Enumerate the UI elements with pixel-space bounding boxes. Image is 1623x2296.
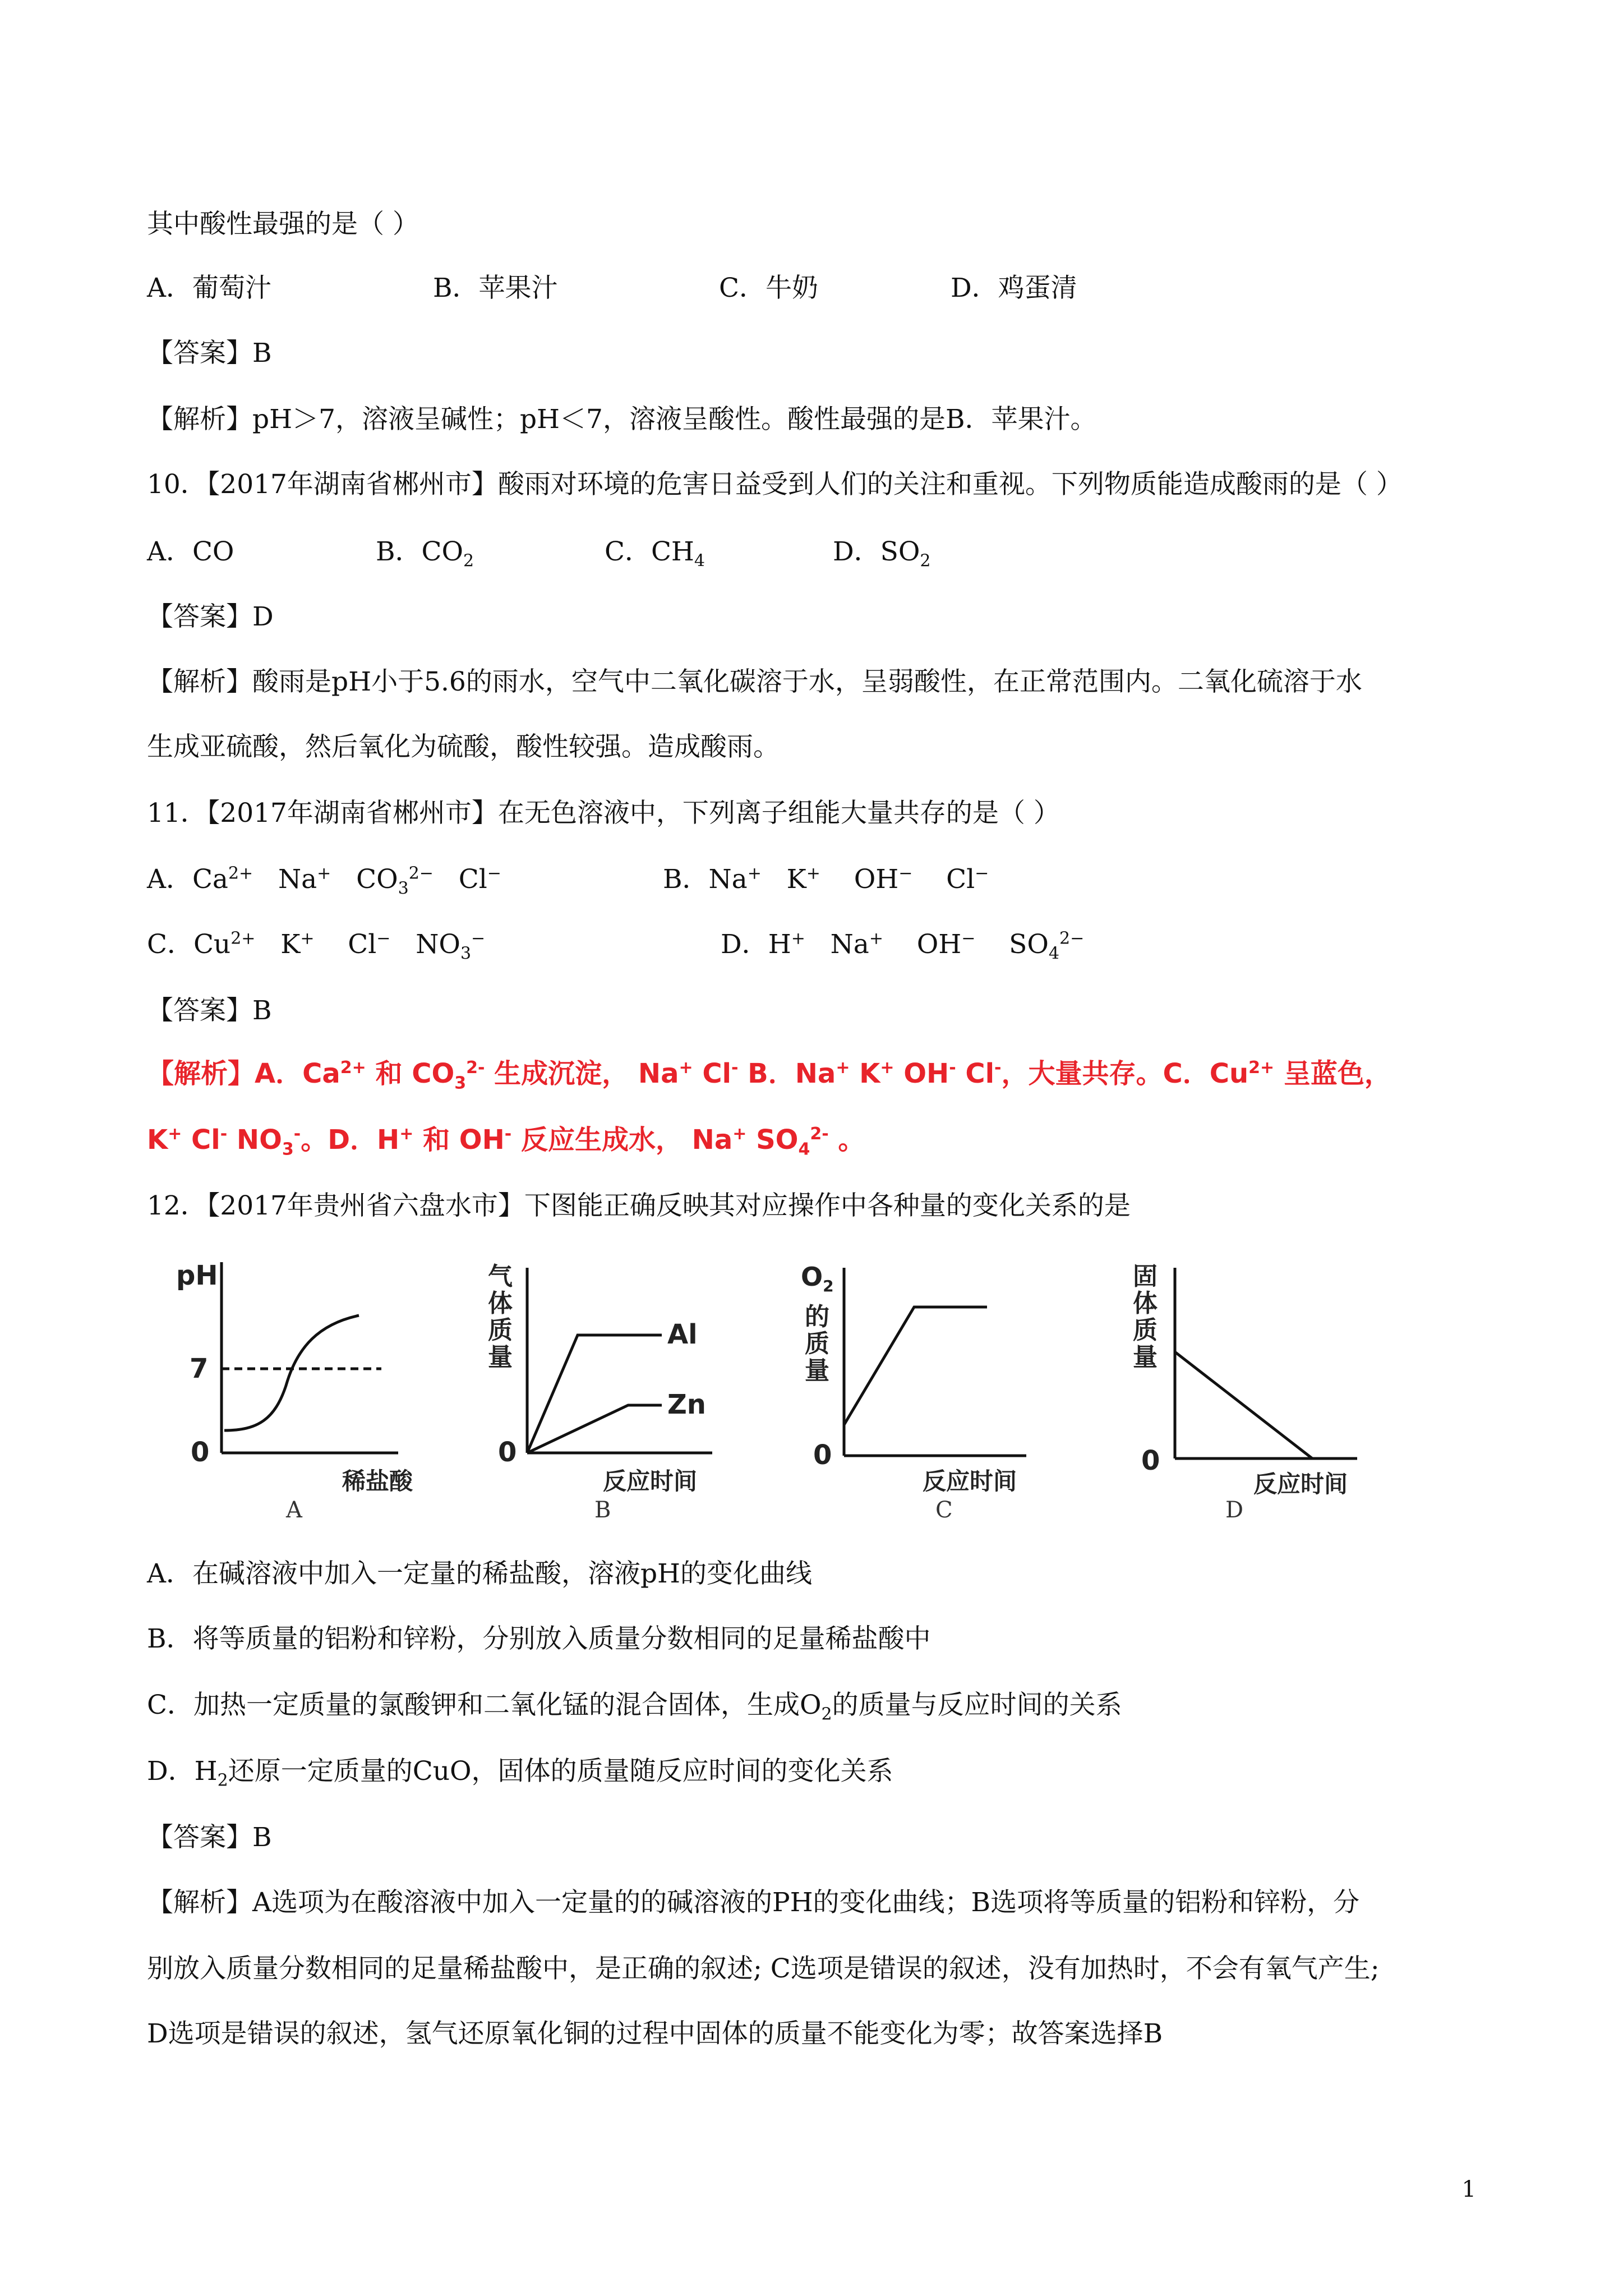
graph-d-label: D <box>1225 1497 1244 1523</box>
graph-b-zn-label: Zn <box>667 1389 706 1420</box>
graph-a-x-label: 稀盐酸 <box>342 1467 413 1495</box>
q10-option-a: A．CO <box>147 536 234 567</box>
graph-c <box>796 1251 1032 1523</box>
q10-analysis-line-1: 【解析】酸雨是pH小于5.6的雨水，空气中二氧化碳溶于水，呈弱酸性，在正常范围内。二氧化硫溶于水 <box>147 666 1362 697</box>
q12-option-b: B．将等质量的铝粉和锌粉，分别放入质量分数相同的足量稀盐酸中 <box>147 1623 931 1654</box>
q10-stem: 10．【2017年湖南省郴州市】酸雨对环境的危害日益受到人们的关注和重视。下列物质能造成酸雨的是（ ） <box>147 469 1403 500</box>
q12-option-d: D．$H_2$还原一定质量的CuO，固体的质量随反应时间的变化关系 <box>147 1756 893 1791</box>
graph-c-label: C <box>935 1497 953 1523</box>
graph-c-y-label-2: 质 <box>805 1329 829 1358</box>
graph-b-origin: 0 <box>498 1437 517 1468</box>
graph-c-origin: 0 <box>813 1439 832 1471</box>
graph-d-y-label-3: 质 <box>1133 1316 1158 1345</box>
graph-d-svg <box>1110 1251 1368 1523</box>
q9-answer: 【答案】B <box>147 338 272 369</box>
graph-a-svg <box>168 1251 413 1523</box>
graph-d-y-label-4: 量 <box>1133 1343 1158 1372</box>
graph-b-x-label: 反应时间 <box>603 1467 698 1495</box>
graph-b-svg <box>482 1251 718 1523</box>
q12-option-c: C．加热一定质量的氯酸钾和二氧化锰的混合固体，生成$O_2$的质量与反应时间的关系 <box>147 1690 1122 1724</box>
graph-a-y-label: pH <box>176 1260 218 1291</box>
q10-answer: 【答案】D <box>147 601 274 632</box>
q11-option-c: C．$Cu^{2+}$ K+ Cl− $NO_3^-$ <box>147 928 486 964</box>
q11-stem: 11．【2017年湖南省郴州市】在无色溶液中，下列离子组能大量共存的是（ ） <box>147 798 1060 829</box>
q10-analysis-line-2: 生成亚硫酸，然后氧化为硫酸，酸性较强。造成酸雨。 <box>147 731 780 762</box>
q9-option-a: A．葡萄汁 <box>147 273 271 303</box>
q11-analysis-line-1: 【解析】A．$Ca^{2+}$ 和 $CO_3^{2-}$ 生成沉淀， Na+ Cl- B．Na+ K+ OH- Cl-，大量共存。C．$Cu^{2+}$ 呈蓝色， <box>147 1058 1391 1093</box>
graph-a-seven-tick: 7 <box>190 1353 209 1384</box>
graph-d-solid-line <box>1175 1352 1312 1458</box>
graph-a-label: A <box>286 1497 302 1523</box>
graph-d-x-label: 反应时间 <box>1253 1470 1348 1498</box>
q10-option-c: C．$CH_4$ <box>605 536 706 571</box>
graph-b-y-label-2: 体 <box>488 1289 513 1318</box>
q11-answer: 【答案】B <box>147 995 272 1026</box>
q12-analysis-line-2: 别放入质量分数相同的足量稀盐酸中，是正确的叙述; C选项是错误的叙述，没有加热时，不会有氧气产生; <box>147 1953 1380 1984</box>
q10-option-b: B．$CO_2$ <box>376 536 474 571</box>
q9-option-c: C．牛奶 <box>719 273 818 303</box>
q12-analysis-line-3: D选项是错误的叙述，氢气还原氧化铜的过程中固体的质量不能变化为零；故答案选择B <box>147 2018 1163 2049</box>
q9-analysis: 【解析】pH＞7，溶液呈碱性；pH＜7，溶液呈酸性。酸性最强的是B．苹果汁。 <box>147 404 1097 435</box>
graph-c-svg <box>796 1251 1032 1523</box>
graph-d <box>1110 1251 1368 1523</box>
q12-stem: 12．【2017年贵州省六盘水市】下图能正确反映其对应操作中各种量的变化关系的是 <box>147 1190 1131 1221</box>
q9-stem: 其中酸性最强的是（ ） <box>147 209 419 240</box>
graph-b-y-label-3: 质 <box>488 1316 513 1345</box>
graph-b-y-label-1: 气 <box>488 1262 513 1291</box>
q11-analysis-line-2: K+ Cl- $NO_3^-$。D．H+ 和 OH- 反应生成水， Na+ $SO_4^{2-}$ 。 <box>147 1124 865 1159</box>
q12-analysis-line-1: 【解析】A选项为在酸溶液中加入一定量的的碱溶液的PH的变化曲线；B选项将等质量的铝粉和锌粉，分 <box>147 1887 1360 1918</box>
graph-c-y-label-o2: $O_2$ <box>801 1262 834 1295</box>
q11-option-d: D．H+ Na+ OH− $SO_4^{2-}$ <box>721 928 1085 964</box>
graph-c-o2-line <box>844 1307 987 1425</box>
q12-option-a: A．在碱溶液中加入一定量的稀盐酸，溶液pH的变化曲线 <box>147 1558 813 1589</box>
graph-c-x-label: 反应时间 <box>923 1467 1017 1495</box>
graph-d-origin: 0 <box>1141 1445 1160 1476</box>
graph-a-ph-curve <box>224 1315 359 1430</box>
graph-a-origin: 0 <box>191 1437 210 1468</box>
q11-option-a: A．$Ca^{2+}$ Na+ $CO_3^{2-}$ Cl− <box>147 863 501 899</box>
graph-b-al-line <box>527 1335 662 1453</box>
q9-option-b: B．苹果汁 <box>433 273 558 303</box>
graph-b-al-label: Al <box>667 1319 698 1350</box>
graph-c-y-label-3: 量 <box>805 1356 829 1385</box>
q12-answer: 【答案】B <box>147 1822 272 1853</box>
graph-b-zn-line <box>527 1405 662 1453</box>
graph-b-y-label-4: 量 <box>488 1343 513 1372</box>
graph-c-y-label-1: 的 <box>805 1303 829 1331</box>
page-number: 1 <box>1461 2177 1476 2202</box>
graph-a <box>168 1251 413 1523</box>
graph-d-y-label-2: 体 <box>1133 1289 1158 1318</box>
graph-d-y-label-1: 固 <box>1133 1262 1158 1291</box>
graph-b-label: B <box>594 1497 611 1523</box>
q10-option-d: D．$SO_2$ <box>833 536 931 571</box>
q9-option-d: D．鸡蛋清 <box>951 273 1077 303</box>
q11-option-b: B．Na+ K+ OH− Cl− <box>663 863 989 895</box>
graph-b <box>482 1251 718 1523</box>
